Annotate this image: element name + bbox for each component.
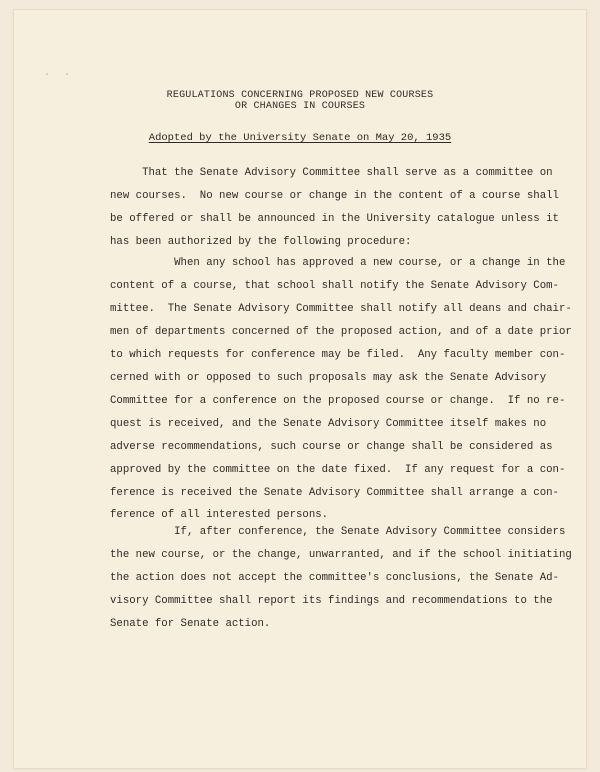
paragraph-3: [110, 521, 572, 636]
paragraph-2: [110, 252, 572, 527]
paragraph-1: [110, 162, 559, 254]
page-marks: · ·: [44, 70, 75, 81]
paragraph-line: be offered or shall be announced in the University catalogue unless it: [110, 212, 559, 225]
title-line-1: REGULATIONS CONCERNING PROPOSED NEW COURSES: [166, 90, 434, 101]
paragraph-line: Committee for a conference on the proposed course or change. If no re-: [110, 394, 566, 407]
paragraph-line: cerned with or opposed to such proposals may ask the Senate Advisory: [110, 371, 547, 384]
paragraph-line: quest is received, and the Senate Advisory Committee itself makes no: [110, 417, 547, 430]
adoption-date-line: Adopted by the University Senate on May 20, 1935: [148, 132, 452, 144]
document-title: [14, 90, 586, 112]
paragraph-line: Senate for Senate action.: [110, 617, 271, 630]
paragraph-line: approved by the committee on the date fixed. If any request for a con-: [110, 463, 566, 476]
paragraph-line: content of a course, that school shall notify the Senate Advisory Com-: [110, 279, 559, 292]
paragraph-line: adverse recommendations, such course or change shall be considered as: [110, 440, 553, 453]
paragraph-line: If, after conference, the Senate Advisory Committee considers: [110, 526, 566, 538]
paragraph-line: When any school has approved a new course, or a change in the: [110, 257, 566, 269]
paragraph-line: visory Committee shall report its findings and recommendations to the: [110, 594, 553, 607]
paragraph-line: the action does not accept the committee's conclusions, the Senate Ad-: [110, 571, 559, 584]
paragraph-line: That the Senate Advisory Committee shall serve as a committee on: [110, 167, 553, 179]
paragraph-line: men of departments concerned of the proposed action, and of a date prior: [110, 325, 572, 338]
document-page: [14, 10, 586, 768]
paragraph-line: has been authorized by the following procedure:: [110, 235, 412, 248]
paragraph-line: ference of all interested persons.: [110, 509, 329, 522]
paragraph-line: to which requests for conference may be filed. Any faculty member con-: [110, 348, 566, 361]
paragraph-line: the new course, or the change, unwarranted, and if the school initiating: [110, 548, 572, 561]
paragraph-line: new courses. No new course or change in the content of a course shall: [110, 189, 559, 202]
paragraph-line: mittee. The Senate Advisory Committee shall notify all deans and chair-: [110, 302, 572, 315]
title-line-2: OR CHANGES IN COURSES: [234, 101, 366, 112]
paragraph-line: ference is received the Senate Advisory Committee shall arrange a con-: [110, 486, 559, 499]
